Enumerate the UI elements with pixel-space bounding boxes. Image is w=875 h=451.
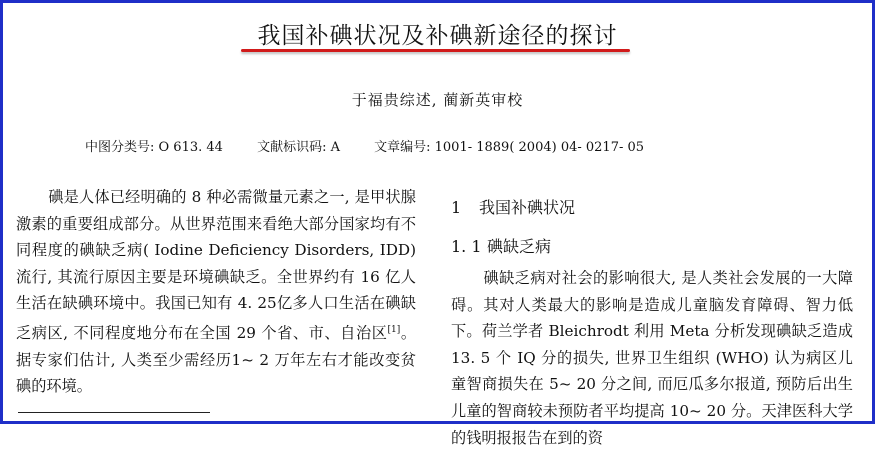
section-heading [451, 197, 853, 219]
footnote-rule [18, 412, 210, 413]
classification-line [85, 136, 674, 155]
intro-paragraph: 碘是人体已经明确的 8 种必需微量元素之一, 是甲状腺激素的重要组成部分。从世界范围来看绝大部分国家均有不同程度的碘缺乏病( Iodine Deficiency Disorders, IDD) 流行, 其流行原因主要是环境碘缺乏。全世界约有 16 亿人生活在缺碘环境中。我国已知有 4. 25亿多人口生活在碘缺乏病区, 不同程度地分布在全国 29 个省、市、自治区 [16, 188, 416, 342]
intro-paragraph-tail: 。据专家们估计, 人类至少需经历1~ 2 万年左右才能改变贫碘的环境。 [16, 323, 417, 396]
document-code: 文献标识码: A [257, 140, 340, 155]
article-number: 文章编号: 1001- 1889( 2004) 04- 0217- 05 [374, 140, 645, 155]
subsection-heading [451, 236, 853, 258]
section-title: 我国补碘状况 [479, 198, 576, 217]
body-paragraph [451, 265, 853, 451]
subsection-number: 1. 1 [451, 237, 482, 256]
body-paragraph-text: 碘缺乏病对社会的影响很大, 是人类社会发展的一大障碍。其对人类最大的影响是造成儿童脑发育障碍、智力低下。荷兰学者 Bleichrodt 利用 Meta 分析发现碘缺乏造成 13. 5 个 IQ 分的损失, 世界卫生组织 (WHO) 认为病区儿童智商损失在 5~ 20 分之间, 而厄瓜多尔报道, 预防后出生儿童的智商较未预防者平均提高 10~ 20 分。天津医科大学的钱明报报告在到的资 [451, 269, 853, 447]
section-number: 1 [451, 198, 462, 217]
citation-ref[interactable]: [1] [387, 324, 401, 335]
classification-number: 中图分类号: O 613. 44 [85, 140, 223, 155]
paper-title: 我国补碘状况及补碘新途径的探讨 [257, 23, 618, 49]
authors-line: 于福贵综述, 蔺新英审校 [351, 91, 524, 109]
title-underline-annotation [241, 49, 630, 52]
right-column [451, 197, 853, 451]
subsection-title: 碘缺乏病 [487, 237, 552, 256]
left-column [16, 184, 416, 400]
